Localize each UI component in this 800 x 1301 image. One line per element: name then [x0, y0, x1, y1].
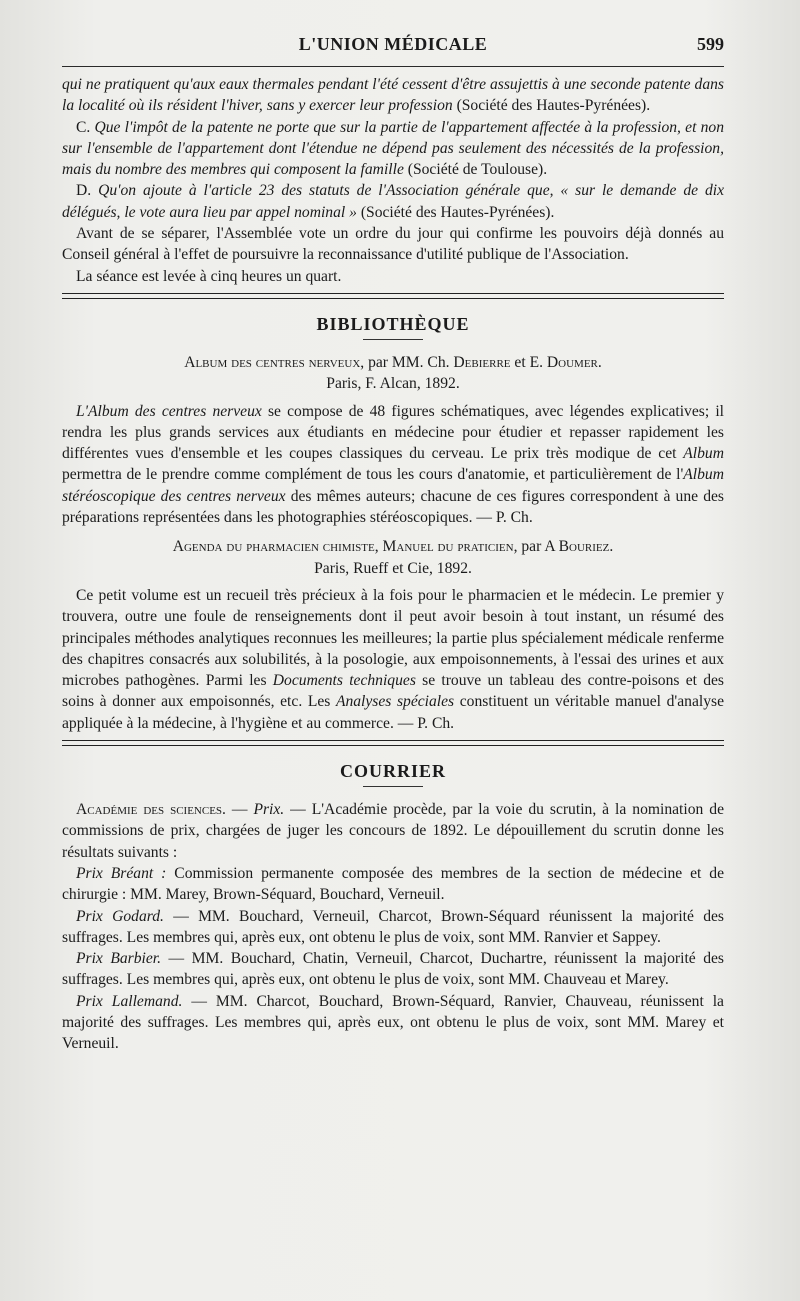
book-1-review	[62, 401, 724, 529]
academie-heading: Académie des sciences.	[76, 801, 226, 819]
prize-name: Prix Barbier.	[76, 950, 162, 968]
prize-text: Commission permanente composée des membres de la section de médecine et de chirurgie : MM. Marey, Brown-Séquard, Bouchard, Verneuil.	[62, 864, 725, 904]
book-2-end: .	[609, 538, 614, 556]
italic-text: Qu'on ajoute à l'article 23 des statuts de l'Association générale que, « sur le demande de dix délégués, le vote aura lieu par appel nominal »	[62, 182, 724, 221]
section-title-bibliotheque: BIBLIOTHÈQUE	[316, 313, 470, 334]
paragraph-d	[62, 180, 724, 223]
book-1-author-2: Doumer	[546, 353, 598, 371]
prize-text: — MM. Charcot, Bouchard, Brown-Séquard, Ranvier, Chauveau, réunissent la majorité des suffrages. Les membres qui, après eux, ont obtenu le plus de voix, sont MM. Marey et Verneuil.	[62, 992, 724, 1053]
book-2-author: Bouriez	[558, 538, 610, 556]
item-label: C.	[76, 118, 95, 136]
italic-text: Documents techniques	[272, 672, 416, 690]
plain-text: (Société de Toulouse).	[403, 161, 548, 179]
book-1-and: et E.	[510, 353, 547, 371]
prize-paragraph	[62, 991, 724, 1055]
page-header	[62, 34, 724, 64]
plain-text: se trouve un tableau des contre-poisons et des soins à donner aux empoisonnés, etc. Les	[62, 672, 724, 711]
book-2-heading	[62, 536, 724, 557]
italic-text: L'Album des centres nerveux	[76, 402, 262, 420]
prize-text: — MM. Bouchard, Chatin, Verneuil, Charcot, Duchartre, réunissent la majorité des suffrages. Les membres qui, après eux, ont obtenu le plus de voix, sont MM. Chauveau et Marey.	[62, 950, 724, 989]
section-divider	[62, 740, 724, 746]
plain-text: se compose de 48 figures schématiques, avec légendes explicatives; il rendra les plus grands services aux étudiants en médecine pour étudier et repasser rapidement les différentes vues d'ensemble et les coupes classiques du cerveau. Le prix très modique de cet	[62, 402, 724, 463]
book-2-review	[62, 585, 724, 734]
plain-text: (Société des Hautes-Pyrénées).	[452, 97, 651, 115]
title-underline	[363, 339, 423, 340]
section-divider	[62, 293, 724, 299]
book-2-title: Agenda du pharmacien chimiste, Manuel du praticien	[172, 538, 514, 556]
page-number: 599	[697, 34, 724, 54]
italic-text: Que l'impôt de la patente ne porte que sur la partie de l'appartement affectée à la profession, et non sur l'ensemble de l'appartement dont l'étendue ne dépend pas seulement des nécessités de la profession, mais du nombre des membres qui composent la famille	[62, 118, 724, 179]
plain-text: des mêmes auteurs; chacune de ces figures correspondent à une des préparations représentées dans les photographies stéréoscopiques. — P. Ch.	[62, 487, 725, 527]
italic-text: Prix.	[253, 801, 285, 819]
plain-text: (Société des Hautes-Pyrénées).	[356, 203, 555, 221]
prize-text: — MM. Bouchard, Verneuil, Charcot, Brown-Séquard réunissent la majorité des suffrages. Les membres qui, après eux, ont obtenu le plus de voix, sont MM. Ranvier et Sappey.	[62, 907, 724, 946]
book-2-by: , par A	[513, 538, 559, 556]
item-label: D.	[76, 182, 99, 200]
plain-text: —	[225, 801, 254, 819]
paragraph-c	[62, 117, 724, 181]
book-2-publisher: Paris, Rueff et Cie, 1892.	[314, 559, 472, 577]
header-rule	[62, 66, 724, 67]
plain-text: permettra de le prendre comme complément de tous les cours d'anatomie, et particulièrement de l'	[62, 466, 684, 484]
italic-text: Analyses spéciales	[335, 693, 455, 711]
italic-text: Album	[683, 445, 724, 463]
paragraph-assembly: Avant de se séparer, l'Assemblée vote un ordre du jour qui confirme les pouvoirs déjà donnés au Conseil général à l'effet de poursuivre la reconnaissance d'utilité publique de l'Association.	[62, 225, 724, 264]
section-title-courrier: COURRIER	[339, 761, 446, 782]
plain-text: constituent un véritable manuel d'analyse appliquée à la médecine, à l'hygiène et au commerce. — P. Ch.	[62, 693, 724, 732]
italic-text: Album stéréoscopique des centres nerveux	[62, 466, 724, 505]
book-1-by: , par MM. Ch.	[360, 353, 454, 371]
running-head: L'UNION MÉDICALE	[298, 34, 488, 54]
italic-text: qui ne pratiquent qu'aux eaux thermales pendant l'été cessent d'être assujettis à une seconde patente dans la localité où ils résident l'hiver, sans y exercer leur profession	[62, 76, 724, 115]
plain-text: — L'Académie procède, par la voie du scrutin, à la nomination de commissions de prix, chargées de juger les concours de 1892. Le dépouillement du scrutin donne les résultats suivants :	[62, 801, 724, 861]
prize-paragraph	[62, 863, 724, 906]
plain-text: Ce petit volume est un recueil très précieux à la fois pour le pharmacien et le médecin. Le premier y trouvera, outre une foule de renseignements dont il peut avoir besoin à tout instant, un résumé des principales méthodes analytiques reconnues les meilleures; la partie plus spécialement médicale renferme des chapitres consacrés aux solubilités, à la posologie, aux empoisonnements, à l'essai des urines et aux microbes pathogènes. Parmi les	[62, 586, 724, 690]
prize-name: Prix Lallemand.	[76, 992, 183, 1010]
prize-paragraph	[62, 906, 724, 949]
prize-paragraph	[62, 948, 724, 991]
paragraph-seance: La séance est levée à cinq heures un quart.	[76, 267, 342, 285]
book-1-author-1: Debierre	[453, 353, 511, 371]
courrier-intro	[62, 799, 724, 863]
page-content	[62, 74, 724, 1055]
paragraph-b-continued	[62, 74, 724, 117]
book-1-title: Album des centres nerveux	[184, 353, 361, 371]
book-1-publisher: Paris, F. Alcan, 1892.	[326, 375, 460, 393]
book-1-heading	[62, 352, 724, 373]
title-underline	[363, 786, 423, 787]
book-1-end: .	[597, 353, 602, 371]
prize-name: Prix Bréant :	[76, 864, 167, 882]
prize-name: Prix Godard.	[76, 907, 164, 925]
